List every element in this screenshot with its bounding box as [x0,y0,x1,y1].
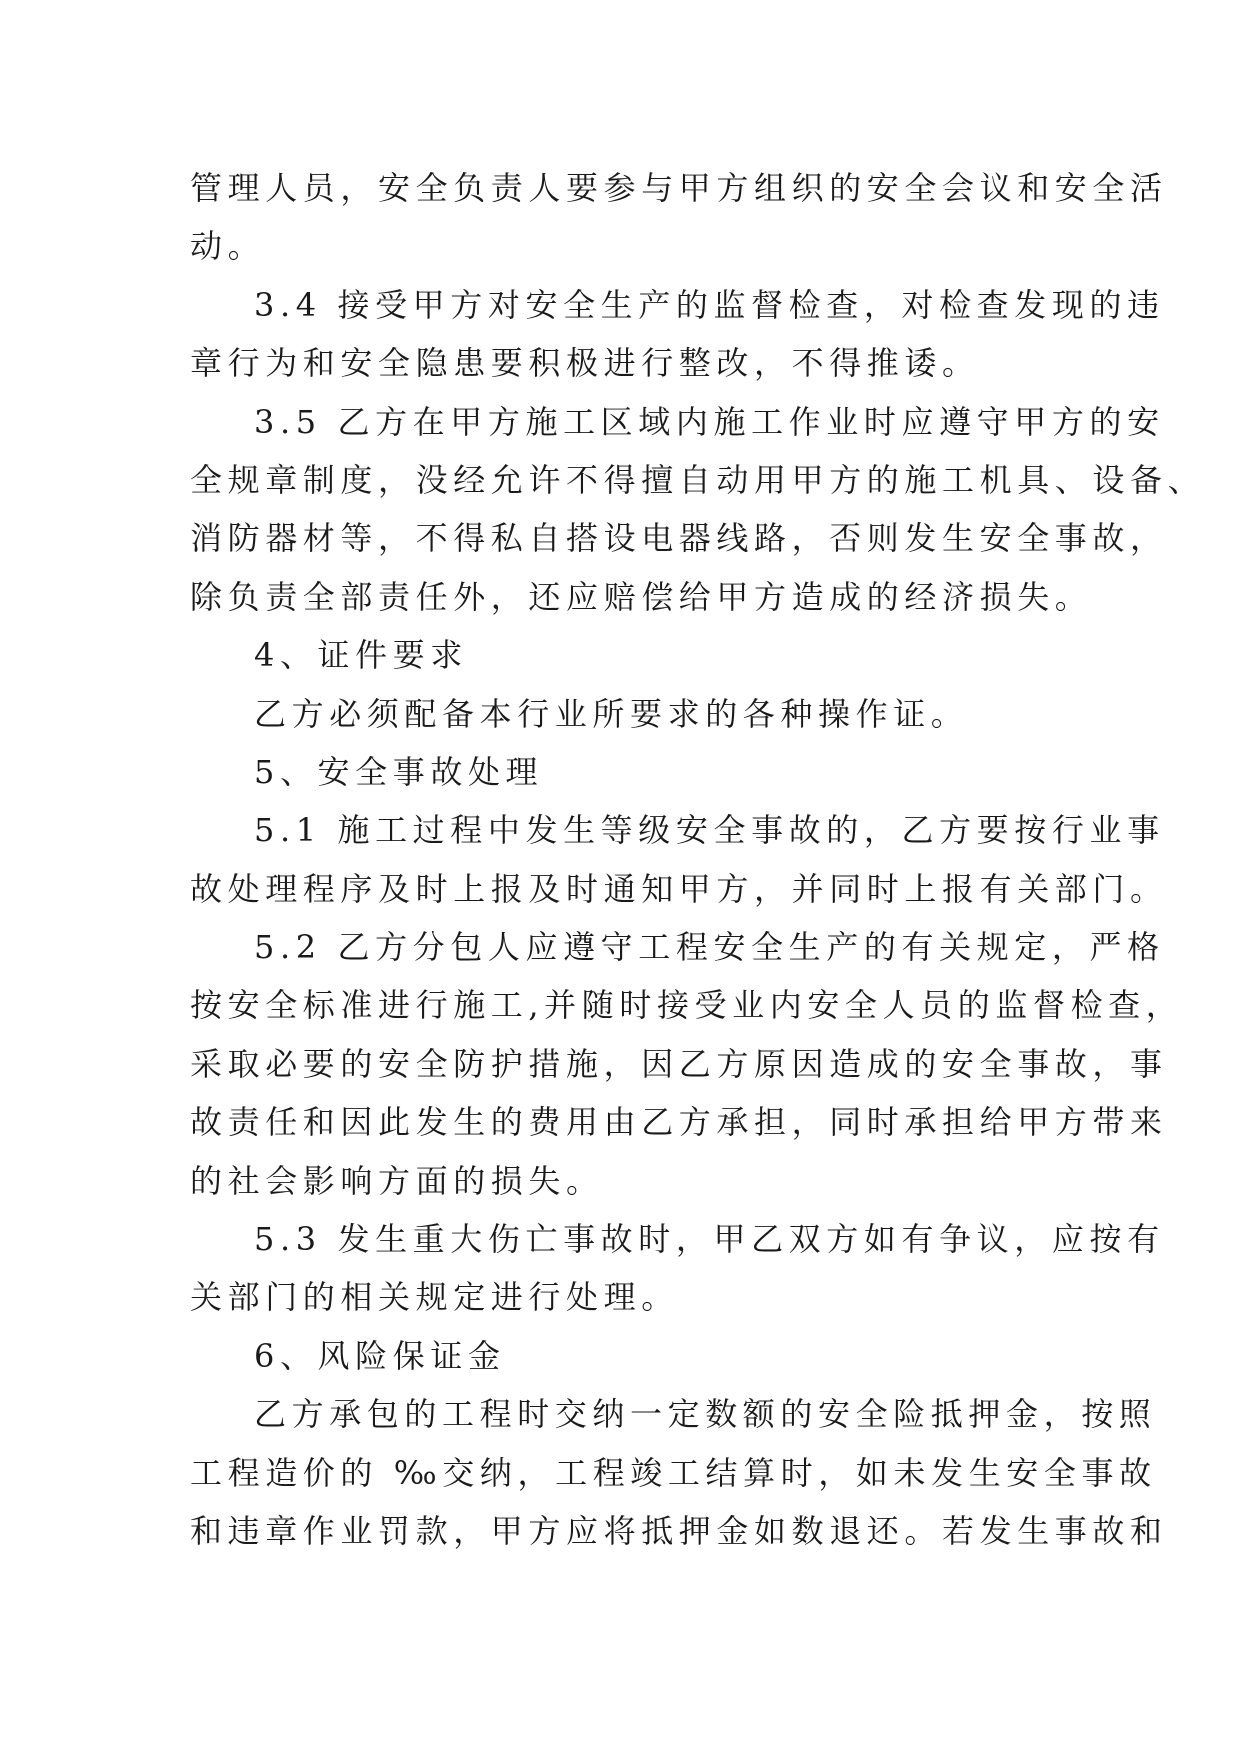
text-line: 关部门的相关规定进行处理。 [190,1278,679,1317]
document-body [190,159,1206,1560]
text-line: 全规章制度，没经允许不得擅自动用甲方的施工机具、设备、 [190,460,1206,499]
text-line: 除负责全部责任外，还应赔偿给甲方造成的经济损失。 [190,577,1093,616]
text-line: 工程造价的 ‰交纳，工程竣工结算时，如未发生安全事故 [190,1453,1157,1492]
text-line: 故处理程序及时上报及时通知甲方，并同时上报有关部门。 [190,869,1168,908]
text-line: 和违章作业罚款，甲方应将抵押金如数退还。若发生事故和 [190,1511,1168,1550]
text-line: 动。 [190,227,266,266]
text-line: 采取必要的安全防护措施，因乙方原因造成的安全事故，事 [190,1044,1168,1083]
section-heading: 6、风险保证金 [254,1336,506,1375]
section-heading: 5、安全事故处理 [254,752,544,791]
text-line: 乙方必须配备本行业所要求的各种操作证。 [254,694,969,733]
text-line: 5.1 施工过程中发生等级安全事故的，乙方要按行业事 [254,811,1165,850]
text-line: 3.5 乙方在甲方施工区域内施工作业时应遵守甲方的安 [254,402,1165,441]
text-line: 的社会影响方面的损失。 [190,1161,604,1200]
text-line: 5.3 发生重大伤亡事故时，甲乙双方如有争议，应按有 [254,1220,1165,1259]
text-line: 按安全标准进行施工,并随时接受业内安全人员的监督检查， [190,986,1184,1025]
text-line: 3.4 接受甲方对安全生产的监督检查，对检查发现的违 [254,285,1165,324]
text-line: 故责任和因此发生的费用由乙方承担，同时承担给甲方带来 [190,1103,1168,1142]
text-line: 管理人员，安全负责人要参与甲方组织的安全会议和安全活 [190,169,1168,207]
section-heading: 4、证件要求 [254,636,468,675]
text-line: 章行为和安全隐患要积极进行整改，不得推诿。 [190,344,980,383]
text-line: 5.2 乙方分包人应遵守工程安全生产的有关规定，严格 [254,928,1165,967]
text-line: 消防器材等，不得私自搭设电器线路，否则发生安全事故， [190,519,1168,558]
text-line: 乙方承包的工程时交纳一定数额的安全险抵押金，按照 [254,1395,1157,1434]
